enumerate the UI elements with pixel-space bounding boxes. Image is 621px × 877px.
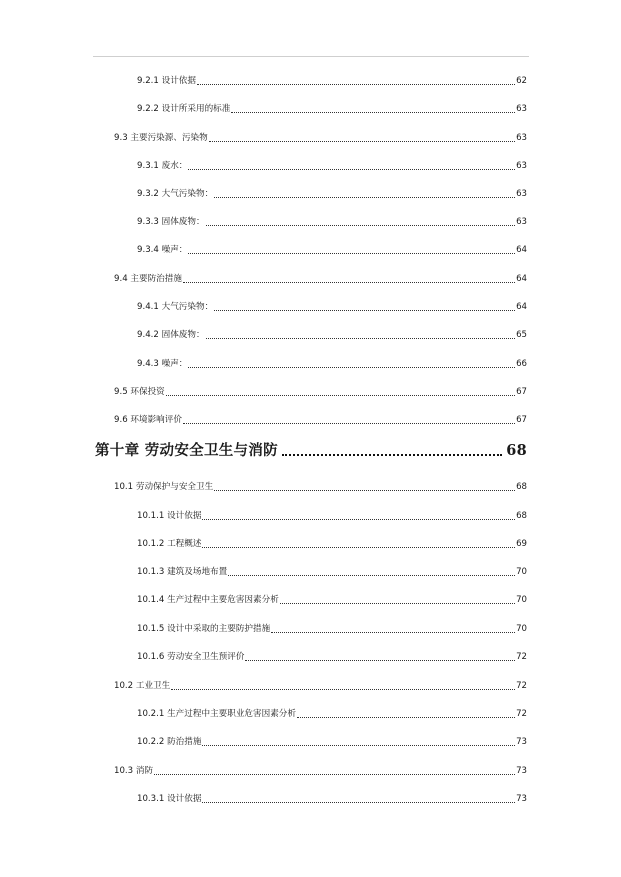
toc-entry[interactable]	[114, 482, 527, 493]
toc-entry[interactable]	[137, 737, 527, 748]
toc-leader-dots	[183, 282, 515, 283]
toc-chapter-page: 68	[506, 442, 527, 459]
toc-entry-page: 63	[516, 133, 527, 143]
toc-entry[interactable]	[137, 189, 527, 200]
toc-entry-label: 10.2.2 防治措施	[137, 737, 202, 747]
toc-entry[interactable]	[114, 274, 527, 285]
toc-entry-page: 69	[516, 539, 527, 549]
toc-leader-dots	[228, 575, 515, 576]
toc-entry-page: 63	[516, 161, 527, 171]
toc-leader-dots	[202, 519, 515, 520]
toc-entry[interactable]	[114, 415, 527, 426]
toc-entry-label: 9.4.2 固体废物：	[137, 330, 205, 340]
toc-leader-dots	[271, 632, 515, 633]
toc-leader-dots	[166, 395, 515, 396]
toc-entry[interactable]	[137, 161, 527, 172]
toc-leader-dots	[188, 169, 515, 170]
toc-leader-dots	[209, 141, 515, 142]
toc-leader-dots	[214, 197, 515, 198]
toc-entry-page: 70	[516, 567, 527, 577]
toc-chapter-label: 第十章 劳动安全卫生与消防	[95, 442, 278, 459]
toc-chapter-entry[interactable]	[95, 442, 527, 460]
toc-leader-dots	[206, 338, 515, 339]
toc-leader-dots	[171, 689, 515, 690]
toc-entry-page: 70	[516, 624, 527, 634]
toc-entry[interactable]	[137, 567, 527, 578]
toc-entry-page: 66	[516, 359, 527, 369]
toc-entry-label: 10.3.1 设计依据	[137, 794, 202, 804]
toc-leader-dots	[280, 603, 515, 604]
toc-entry[interactable]	[137, 245, 527, 256]
toc-entry-label: 9.2.2 设计所采用的标准	[137, 104, 231, 114]
toc-entry-page: 73	[516, 737, 527, 747]
toc-entry-page: 67	[516, 387, 527, 397]
toc-entry[interactable]	[137, 217, 527, 228]
toc-leader-dots	[214, 490, 515, 491]
toc-leader-dots	[231, 112, 515, 113]
toc-entry-label: 10.1.4 生产过程中主要危害因素分析	[137, 595, 279, 605]
toc-leader-dots	[154, 774, 515, 775]
toc-entry-label: 10.1.1 设计依据	[137, 511, 202, 521]
toc-entry-label: 10.2.1 生产过程中主要职业危害因素分析	[137, 709, 296, 719]
toc-entry[interactable]	[137, 330, 527, 341]
toc-entry[interactable]	[137, 709, 527, 720]
toc-entry-page: 70	[516, 595, 527, 605]
toc-entry[interactable]	[137, 104, 527, 115]
toc-entry-page: 68	[516, 511, 527, 521]
toc-entry-page: 63	[516, 217, 527, 227]
toc-entry-label: 9.5 环保投资	[114, 387, 165, 397]
toc-entry[interactable]	[137, 595, 527, 606]
toc-entry-label: 9.3.3 固体废物：	[137, 217, 205, 227]
toc-entry-label: 10.1 劳动保护与安全卫生	[114, 482, 214, 492]
toc-entry-page: 72	[516, 709, 527, 719]
header-rule	[93, 56, 529, 57]
toc-entry-label: 10.2 工业卫生	[114, 681, 171, 691]
toc-entry-page: 62	[516, 76, 527, 86]
toc-leader-dots	[197, 84, 515, 85]
toc-entry-label: 10.1.2 工程概述	[137, 539, 202, 549]
toc-entry[interactable]	[114, 766, 527, 777]
toc-entry-page: 73	[516, 794, 527, 804]
toc-leader-dots	[282, 454, 502, 456]
toc-entry-label: 10.3 消防	[114, 766, 154, 776]
toc-entry-label: 10.1.6 劳动安全卫生预评价	[137, 652, 245, 662]
toc-entry[interactable]	[137, 359, 527, 370]
toc-entry-page: 72	[516, 681, 527, 691]
toc-leader-dots	[202, 802, 515, 803]
toc-entry[interactable]	[137, 76, 527, 87]
toc-entry[interactable]	[137, 624, 527, 635]
toc-leader-dots	[245, 660, 515, 661]
toc-entry-label: 9.6 环境影响评价	[114, 415, 182, 425]
toc-entry[interactable]	[137, 302, 527, 313]
toc-entry[interactable]	[137, 794, 527, 805]
toc-entry-label: 9.3.1 废水：	[137, 161, 188, 171]
toc-leader-dots	[188, 367, 515, 368]
toc-entry-label: 9.4.1 大气污染物：	[137, 302, 214, 312]
toc-entry-page: 63	[516, 189, 527, 199]
toc-leader-dots	[183, 423, 515, 424]
toc-entry[interactable]	[137, 652, 527, 663]
toc-entry-page: 64	[516, 245, 527, 255]
toc-leader-dots	[202, 745, 515, 746]
toc-entry-label: 9.4.3 噪声：	[137, 359, 188, 369]
toc-entry-label: 9.3.2 大气污染物：	[137, 189, 214, 199]
toc-entry-page: 65	[516, 330, 527, 340]
toc-leader-dots	[202, 547, 515, 548]
toc-leader-dots	[214, 310, 515, 311]
toc-entry-label: 9.3.4 噪声：	[137, 245, 188, 255]
toc-entry-page: 68	[516, 482, 527, 492]
toc-entry[interactable]	[114, 681, 527, 692]
toc-entry-page: 67	[516, 415, 527, 425]
toc-entry-label: 9.4 主要防治措施	[114, 274, 182, 284]
toc-entry[interactable]	[137, 511, 527, 522]
toc-leader-dots	[297, 717, 515, 718]
toc-entry-label: 9.2.1 设计依据	[137, 76, 196, 86]
toc-entry-label: 9.3 主要污染源、污染物	[114, 133, 208, 143]
toc-leader-dots	[206, 225, 515, 226]
toc-entry-page: 73	[516, 766, 527, 776]
toc-entry[interactable]	[137, 539, 527, 550]
toc-entry[interactable]	[114, 133, 527, 144]
toc-leader-dots	[188, 253, 515, 254]
toc-entry-label: 10.1.3 建筑及场地布置	[137, 567, 228, 577]
toc-entry-page: 72	[516, 652, 527, 662]
toc-entry-page: 63	[516, 104, 527, 114]
toc-entry-page: 64	[516, 302, 527, 312]
toc-entry-label: 10.1.5 设计中采取的主要防护措施	[137, 624, 271, 634]
toc-entry[interactable]	[114, 387, 527, 398]
toc-entry-page: 64	[516, 274, 527, 284]
